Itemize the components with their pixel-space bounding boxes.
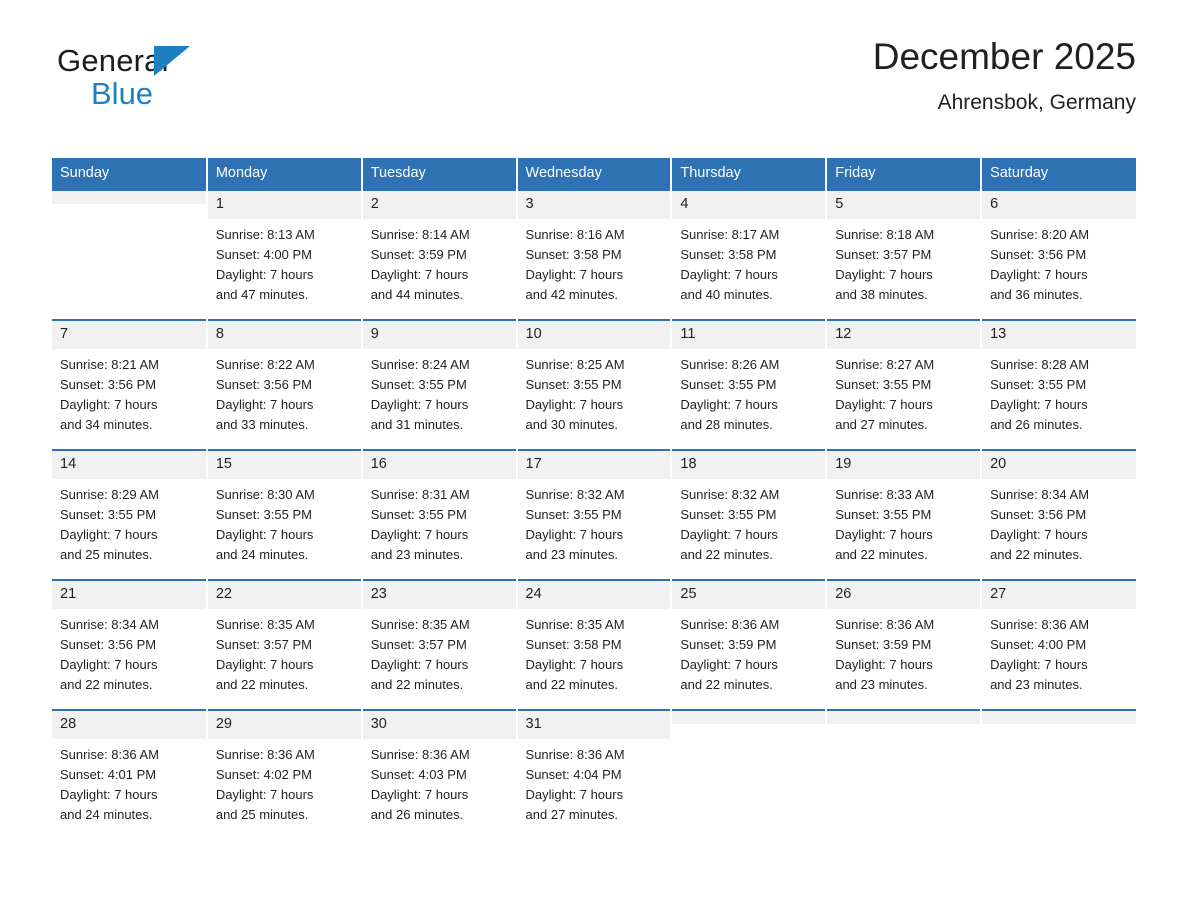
sunset-text: Sunset: 3:59 PM [370,246,467,262]
calendar-day-cell[interactable] [362,578,517,708]
day-info [518,349,671,435]
calendar-week-row [52,318,1136,448]
day-info [363,349,516,435]
calendar-week-row [52,448,1136,578]
day-info [52,739,206,825]
daylight-text-line2: and 31 minutes. [370,416,464,432]
sunrise-text: Sunrise: 8:18 AM [835,226,935,242]
day-info [518,739,671,825]
calendar-day-cell[interactable] [207,448,362,578]
day-info [363,479,516,565]
day-number: 8 [208,321,361,349]
day-number: 10 [518,321,671,349]
daylight-text-line1: Daylight: 7 hours [990,656,1088,672]
daylight-text-line1: Daylight: 7 hours [60,786,158,802]
day-info [672,219,825,305]
sunset-text: Sunset: 3:59 PM [680,636,777,652]
sunset-text: Sunset: 3:55 PM [370,506,467,522]
daylight-text-line2: and 40 minutes. [680,286,773,302]
day-info [827,219,980,305]
daylight-text-line2: and 27 minutes. [835,416,928,432]
sunset-text: Sunset: 3:55 PM [525,506,622,522]
daylight-text-line1: Daylight: 7 hours [370,656,469,672]
sunrise-text: Sunrise: 8:20 AM [990,226,1090,242]
day-number: 5 [827,191,980,219]
daylight-text-line2: and 23 minutes. [525,546,619,562]
day-info [982,219,1136,305]
daylight-text-line1: Daylight: 7 hours [370,266,469,282]
daylight-text-line1: Daylight: 7 hours [215,656,314,672]
daylight-text-line1: Daylight: 7 hours [525,266,624,282]
sunset-text: Sunset: 3:59 PM [835,636,932,652]
day-number: 20 [982,451,1136,479]
daylight-text-line1: Daylight: 7 hours [215,786,314,802]
daylight-text-line2: and 36 minutes. [990,286,1083,302]
sunset-text: Sunset: 3:55 PM [990,376,1087,392]
calendar-day-cell[interactable] [52,318,207,448]
day-number: 3 [518,191,671,219]
daylight-text-line2: and 25 minutes. [215,806,309,822]
daylight-text-line1: Daylight: 7 hours [990,396,1088,412]
calendar-day-cell[interactable] [362,448,517,578]
day-number: 18 [672,451,825,479]
day-info [363,739,516,825]
sunrise-text: Sunrise: 8:24 AM [370,356,470,372]
daylight-text-line2: and 27 minutes. [525,806,619,822]
sunrise-text: Sunrise: 8:33 AM [835,486,935,502]
sunrise-text: Sunrise: 8:22 AM [215,356,315,372]
sunrise-text: Sunrise: 8:29 AM [60,486,159,502]
sunrise-text: Sunrise: 8:16 AM [525,226,625,242]
page-title: December 2025 [872,36,1136,77]
sunrise-text: Sunrise: 8:35 AM [525,616,625,632]
daylight-text-line1: Daylight: 7 hours [60,396,158,412]
day-number: 23 [363,581,516,609]
day-number: 30 [363,711,516,739]
daylight-text-line1: Daylight: 7 hours [215,266,314,282]
day-number: 13 [982,321,1136,349]
daylight-text-line2: and 22 minutes. [835,546,928,562]
calendar-day-cell[interactable] [826,448,981,578]
daylight-text-line1: Daylight: 7 hours [835,266,933,282]
sunset-text: Sunset: 4:00 PM [990,636,1087,652]
daylight-text-line1: Daylight: 7 hours [990,526,1088,542]
sunset-text: Sunset: 3:56 PM [60,636,157,652]
daylight-text-line1: Daylight: 7 hours [680,396,778,412]
sunset-text: Sunset: 4:00 PM [215,246,312,262]
sunset-text: Sunset: 4:02 PM [215,766,312,782]
calendar-day-cell[interactable] [207,578,362,708]
daylight-text-line2: and 24 minutes. [60,806,153,822]
daylight-text-line1: Daylight: 7 hours [525,396,624,412]
sunset-text: Sunset: 3:55 PM [525,376,622,392]
sunrise-text: Sunrise: 8:36 AM [525,746,625,762]
day-info [982,479,1136,565]
calendar-day-cell[interactable] [671,578,826,708]
sunrise-text: Sunrise: 8:14 AM [370,226,470,242]
calendar-day-cell [981,708,1136,838]
sunset-text: Sunset: 3:55 PM [680,506,777,522]
daylight-text-line1: Daylight: 7 hours [60,656,158,672]
day-info [672,479,825,565]
calendar-day-cell[interactable] [981,318,1136,448]
calendar-week-row [52,189,1136,318]
calendar-day-cell[interactable] [517,318,672,448]
sunrise-text: Sunrise: 8:36 AM [680,616,780,632]
daylight-text-line2: and 22 minutes. [60,676,153,692]
sunrise-text: Sunrise: 8:34 AM [990,486,1090,502]
daylight-text-line1: Daylight: 7 hours [370,786,469,802]
day-number: 17 [518,451,671,479]
daylight-text-line1: Daylight: 7 hours [525,526,624,542]
sunset-text: Sunset: 3:58 PM [525,636,622,652]
daylight-text-line1: Daylight: 7 hours [990,266,1088,282]
daylight-text-line1: Daylight: 7 hours [215,396,314,412]
sunset-text: Sunset: 4:04 PM [525,766,622,782]
calendar-day-cell[interactable] [981,578,1136,708]
sunset-text: Sunset: 3:57 PM [215,636,312,652]
daylight-text-line2: and 34 minutes. [60,416,153,432]
daylight-text-line2: and 47 minutes. [215,286,309,302]
day-info [208,219,361,305]
title-block [873,36,1136,115]
page-header [52,0,1136,114]
sunrise-text: Sunrise: 8:30 AM [215,486,315,502]
daylight-text-line2: and 26 minutes. [990,416,1083,432]
day-number: 28 [52,711,206,739]
sunrise-text: Sunrise: 8:26 AM [680,356,780,372]
day-number: 9 [363,321,516,349]
day-number: 25 [672,581,825,609]
daylight-text-line2: and 30 minutes. [525,416,619,432]
calendar-day-cell [826,708,981,838]
calendar-table [52,158,1136,839]
weekday-header-wednesday: Wednesday [517,158,672,189]
daylight-text-line1: Daylight: 7 hours [835,526,933,542]
calendar-day-cell[interactable] [517,578,672,708]
day-number [672,711,825,724]
weekday-header-row [52,158,1136,189]
daylight-text-line1: Daylight: 7 hours [370,396,469,412]
sunset-text: Sunset: 3:55 PM [835,376,932,392]
daylight-text-line1: Daylight: 7 hours [370,526,469,542]
day-info [363,609,516,695]
day-number: 1 [208,191,361,219]
day-number: 19 [827,451,980,479]
day-info [827,479,980,565]
day-number: 31 [518,711,671,739]
daylight-text-line1: Daylight: 7 hours [835,656,933,672]
sunrise-text: Sunrise: 8:36 AM [835,616,935,632]
brand-logo[interactable] [57,45,257,115]
daylight-text-line2: and 22 minutes. [215,676,309,692]
calendar-week-row [52,578,1136,708]
weekday-header-saturday: Saturday [981,158,1136,189]
calendar-day-cell [52,189,207,318]
daylight-text-line2: and 23 minutes. [990,676,1083,692]
day-info [208,739,361,825]
daylight-text-line1: Daylight: 7 hours [680,266,778,282]
daylight-text-line1: Daylight: 7 hours [680,526,778,542]
day-info [827,349,980,435]
calendar-week-row [52,708,1136,838]
sunset-text: Sunset: 3:58 PM [525,246,622,262]
daylight-text-line2: and 24 minutes. [215,546,309,562]
daylight-text-line2: and 25 minutes. [60,546,153,562]
sunrise-text: Sunrise: 8:32 AM [680,486,780,502]
calendar-day-cell[interactable] [826,189,981,318]
brand-name-general: General [57,43,169,78]
day-info [518,609,671,695]
calendar-day-cell[interactable] [52,708,207,838]
sunset-text: Sunset: 3:57 PM [370,636,467,652]
calendar-day-cell[interactable] [671,189,826,318]
calendar-day-cell[interactable] [52,448,207,578]
sunset-text: Sunset: 3:56 PM [60,376,157,392]
weekday-header-monday: Monday [207,158,362,189]
calendar-day-cell[interactable] [207,318,362,448]
day-number: 4 [672,191,825,219]
calendar-day-cell[interactable] [207,708,362,838]
daylight-text-line1: Daylight: 7 hours [835,396,933,412]
day-number [982,711,1136,724]
day-number: 11 [672,321,825,349]
daylight-text-line2: and 33 minutes. [215,416,309,432]
day-number: 27 [982,581,1136,609]
daylight-text-line1: Daylight: 7 hours [680,656,778,672]
day-info [672,349,825,435]
day-number: 6 [982,191,1136,219]
sunset-text: Sunset: 3:56 PM [215,376,312,392]
sunrise-text: Sunrise: 8:36 AM [990,616,1090,632]
day-number: 26 [827,581,980,609]
day-info [982,349,1136,435]
daylight-text-line1: Daylight: 7 hours [525,656,624,672]
day-info [208,349,361,435]
daylight-text-line2: and 23 minutes. [370,546,464,562]
daylight-text-line2: and 22 minutes. [525,676,619,692]
calendar-day-cell[interactable] [362,708,517,838]
daylight-text-line2: and 22 minutes. [680,676,773,692]
calendar-day-cell[interactable] [517,708,672,838]
daylight-text-line2: and 44 minutes. [370,286,464,302]
calendar-day-cell[interactable] [207,189,362,318]
daylight-text-line2: and 23 minutes. [835,676,928,692]
calendar-day-cell[interactable] [517,189,672,318]
calendar-day-cell[interactable] [981,448,1136,578]
calendar-day-cell[interactable] [671,448,826,578]
sunset-text: Sunset: 3:55 PM [680,376,777,392]
calendar-day-cell[interactable] [826,318,981,448]
day-number: 16 [363,451,516,479]
sunset-text: Sunset: 3:58 PM [680,246,777,262]
daylight-text-line1: Daylight: 7 hours [525,786,624,802]
day-number [827,711,980,724]
sunrise-text: Sunrise: 8:13 AM [215,226,315,242]
sunset-text: Sunset: 3:55 PM [60,506,157,522]
daylight-text-line2: and 42 minutes. [525,286,619,302]
weekday-header-sunday: Sunday [52,158,207,189]
calendar-day-cell[interactable] [671,318,826,448]
day-number: 22 [208,581,361,609]
calendar-day-cell[interactable] [362,318,517,448]
day-number: 12 [827,321,980,349]
day-info [827,609,980,695]
daylight-text-line2: and 22 minutes. [680,546,773,562]
sunrise-text: Sunrise: 8:36 AM [370,746,470,762]
day-number: 14 [52,451,206,479]
daylight-text-line2: and 28 minutes. [680,416,773,432]
brand-name-blue: Blue [91,76,154,111]
sunrise-text: Sunrise: 8:34 AM [60,616,159,632]
location-subtitle: Ahrensbok, Germany [937,90,1136,114]
daylight-text-line2: and 22 minutes. [990,546,1083,562]
sunrise-text: Sunrise: 8:36 AM [60,746,159,762]
day-number: 21 [52,581,206,609]
sunset-text: Sunset: 3:57 PM [835,246,932,262]
day-info [52,609,206,695]
day-number: 24 [518,581,671,609]
day-number: 7 [52,321,206,349]
day-number [52,191,206,204]
day-info [52,349,206,435]
day-info [208,609,361,695]
sunset-text: Sunset: 3:55 PM [835,506,932,522]
day-info [518,219,671,305]
day-info [672,609,825,695]
sunrise-text: Sunrise: 8:31 AM [370,486,470,502]
sunset-text: Sunset: 3:56 PM [990,246,1087,262]
sunrise-text: Sunrise: 8:32 AM [525,486,625,502]
daylight-text-line1: Daylight: 7 hours [60,526,158,542]
calendar-day-cell [671,708,826,838]
calendar-day-cell[interactable] [981,189,1136,318]
sunrise-text: Sunrise: 8:28 AM [990,356,1090,372]
sunrise-text: Sunrise: 8:27 AM [835,356,935,372]
sunset-text: Sunset: 3:56 PM [990,506,1087,522]
calendar-day-cell[interactable] [362,189,517,318]
sunrise-text: Sunrise: 8:21 AM [60,356,159,372]
sunrise-text: Sunrise: 8:25 AM [525,356,625,372]
weekday-header-tuesday: Tuesday [362,158,517,189]
sunset-text: Sunset: 4:03 PM [370,766,467,782]
calendar-day-cell[interactable] [826,578,981,708]
triangle-logo-icon [154,46,190,76]
day-info [363,219,516,305]
calendar-day-cell[interactable] [517,448,672,578]
day-info [208,479,361,565]
daylight-text-line2: and 26 minutes. [370,806,464,822]
day-number: 29 [208,711,361,739]
weekday-header-friday: Friday [826,158,981,189]
weekday-header-thursday: Thursday [671,158,826,189]
sunset-text: Sunset: 3:55 PM [370,376,467,392]
daylight-text-line2: and 22 minutes. [370,676,464,692]
sunset-text: Sunset: 3:55 PM [215,506,312,522]
sunrise-text: Sunrise: 8:35 AM [215,616,315,632]
day-number: 15 [208,451,361,479]
day-info [982,609,1136,695]
day-info [52,479,206,565]
calendar-day-cell[interactable] [52,578,207,708]
sunrise-text: Sunrise: 8:36 AM [215,746,315,762]
day-number: 2 [363,191,516,219]
daylight-text-line1: Daylight: 7 hours [215,526,314,542]
sunrise-text: Sunrise: 8:17 AM [680,226,780,242]
sunset-text: Sunset: 4:01 PM [60,766,157,782]
sunrise-text: Sunrise: 8:35 AM [370,616,470,632]
day-info [518,479,671,565]
daylight-text-line2: and 38 minutes. [835,286,928,302]
